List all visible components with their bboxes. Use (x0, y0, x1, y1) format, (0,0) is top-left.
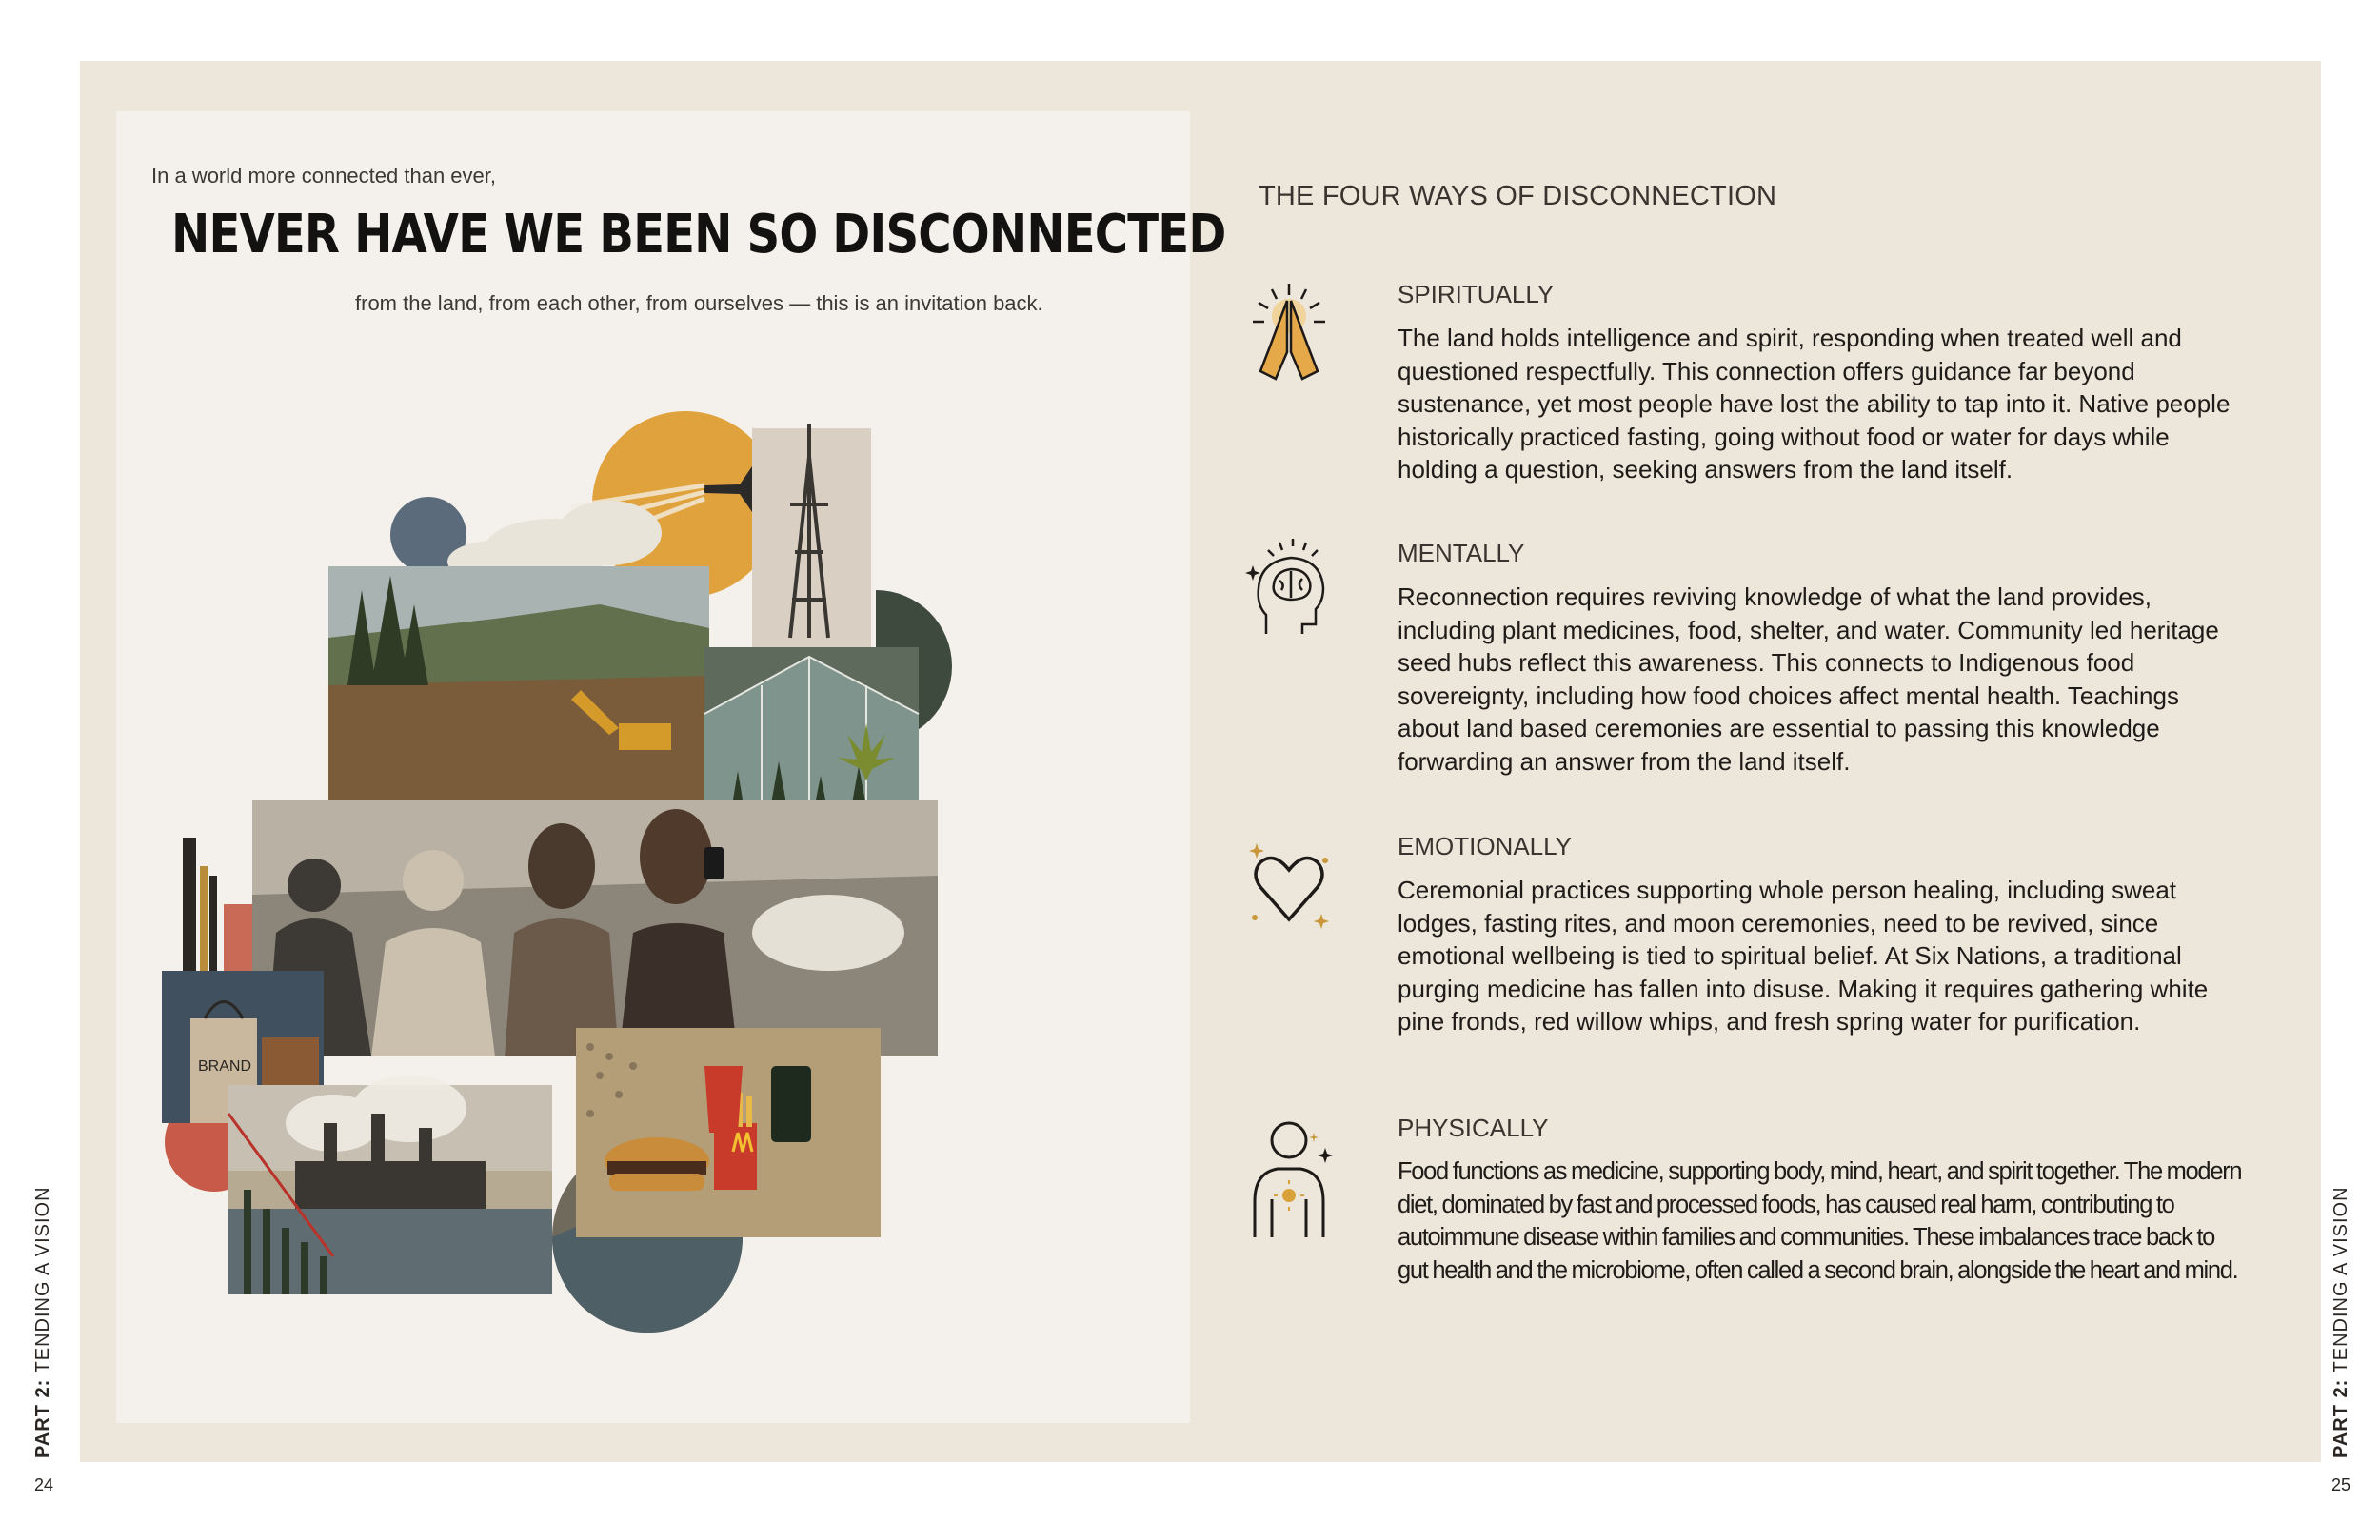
soda-cup-icon (704, 1066, 743, 1133)
bag-brand-text: BRAND (198, 1058, 252, 1075)
body-glow-icon (1247, 1114, 1331, 1220)
energy-drink-can-icon (771, 1066, 811, 1142)
headline: NEVER HAVE WE BEEN SO DISCONNECTED (171, 204, 1226, 266)
way-title: MENTALLY (1398, 539, 1525, 567)
way-body: Food functions as medicine, supporting body, mind, heart, and spirit together. The modern diet, dominated by fast and processed foods, has caused real harm, contributing to autoimmune disease within families and communities. These imbalances trace back to gut health and the microbiome, often called a second brain, alongside the heart and mind. (1398, 1158, 2242, 1284)
left-side-label (32, 1186, 54, 1458)
burger-icon (605, 1137, 709, 1191)
way-body: The land holds intelligence and spirit, responding when treated well and questioned respectfully. This connection offers guidance far beyond sustenance, yet most people have lost the ability to tap into it. Native people historically practiced fasting, going without food or water for days while holding a question, seeking answers from the land itself. (1398, 324, 2231, 484)
shoe-box (262, 1037, 319, 1085)
phone-icon (704, 847, 724, 879)
right-page-number: 25 (2331, 1475, 2351, 1494)
way-title: PHYSICALLY (1398, 1114, 1549, 1142)
praying-hands-icon (1247, 280, 1331, 386)
part-title: TENDING A VISION (2330, 1186, 2351, 1373)
way-body: Ceremonial practices supporting whole person healing, including sweat lodges, fasting rites, and moon ceremonies, need to be revived, since emotional wellbeing is tied to spiritual belief. At Six Nations, a traditional purging medicine has fallen into disuse. Making it requires gathering white pine fronds, red willow whips, and fresh spring water for purification. (1398, 876, 2209, 1036)
disconnection-collage-image (198, 400, 1028, 1371)
part-title: TENDING A VISION (32, 1186, 53, 1373)
head-brain-icon (1247, 539, 1331, 645)
intro-small-text: In a world more connected than ever, (151, 164, 496, 188)
way-title: SPIRITUALLY (1398, 280, 1555, 308)
left-page-number: 24 (34, 1475, 54, 1494)
heart-sparkle-icon (1247, 832, 1331, 938)
vapor-cloud (752, 895, 904, 971)
part-label: PART 2: (2330, 1378, 2351, 1458)
part-label: PART 2: (32, 1378, 53, 1458)
section-title: THE FOUR WAYS OF DISCONNECTION (1259, 181, 1777, 211)
intro-subtext: from the land, from each other, from ourselves — this is an invitation back. (355, 291, 1043, 315)
right-side-label (2330, 1186, 2352, 1458)
fries-box-icon (714, 1123, 757, 1190)
way-body: Reconnection requires reviving knowledge of what the land provides, including plant medicines, food, shelter, and water. Community led heritage seed hubs reflect this awareness. This connects to Indigenous food sovereignty, including how food choices affect mental health. Teachings about land based ceremonies are essential to passing this knowledge forwarding an answer from the land itself. (1398, 582, 2219, 776)
way-title: EMOTIONALLY (1398, 832, 1573, 860)
